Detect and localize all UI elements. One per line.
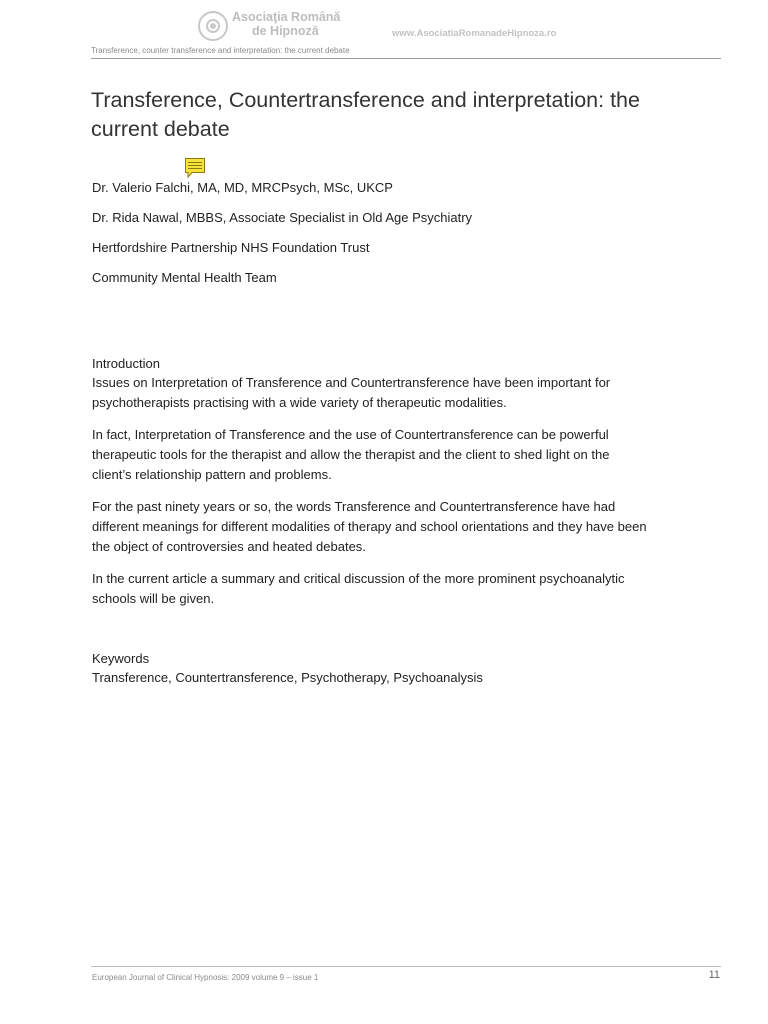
- introduction-paragraph: In fact, Interpretation of Transference and the use of Countertransference can be powerful therapeutic tools for the therapist and allow the therapist and the client to shed light on the client’s relationship pattern and problems.: [92, 427, 610, 482]
- keywords-section: [92, 650, 652, 688]
- site-url-link[interactable]: www.AsociatiaRomanadeHipnoza.ro: [392, 28, 557, 39]
- introduction-section: [92, 355, 652, 621]
- running-head: Transference, counter transference and interpretation: the current debate: [91, 46, 350, 55]
- introduction-paragraph: Issues on Interpretation of Transference and Countertransference have been important for psychotherapists practising with a wide variety of therapeutic modalities.: [92, 375, 611, 410]
- page-number: 11: [708, 969, 720, 981]
- logo-line-2: de Hipnoză: [252, 24, 319, 38]
- affiliation-line: Community Mental Health Team: [92, 270, 277, 285]
- affiliation-line: Hertfordshire Partnership NHS Foundation Trust: [92, 240, 370, 255]
- article-title: Transference, Countertransference and interpretation: the current debate: [91, 88, 640, 141]
- footer-divider: [91, 966, 721, 967]
- introduction-paragraph: For the past ninety years or so, the words Transference and Countertransference have had different meanings for different modalities of therapy and school orientations and they have been the object of controversies and heated debates.: [92, 499, 647, 554]
- logo-dot: [210, 23, 216, 29]
- keywords-text: Transference, Countertransference, Psychotherapy, Psychoanalysis: [92, 670, 483, 685]
- comment-note-icon[interactable]: [184, 157, 206, 179]
- introduction-paragraph: In the current article a summary and critical discussion of the more prominent psychoanalytic schools will be given.: [92, 571, 625, 606]
- author-line: Dr. Rida Nawal, MBBS, Associate Specialist in Old Age Psychiatry: [92, 210, 473, 225]
- keywords-heading: Keywords: [92, 651, 150, 666]
- footer-journal: European Journal of Clinical Hypnosis: 2009 volume 9 – issue 1: [92, 973, 319, 982]
- introduction-heading: Introduction: [92, 356, 160, 371]
- logo-line-1: Asociaţia Română: [232, 10, 341, 24]
- author-line: Dr. Valerio Falchi, MA, MD, MRCPsych, MSc, UKCP: [92, 180, 393, 195]
- logo-icon: [198, 11, 228, 41]
- header-divider: [91, 58, 721, 59]
- author-block: [92, 180, 712, 300]
- logo-text: [232, 10, 340, 38]
